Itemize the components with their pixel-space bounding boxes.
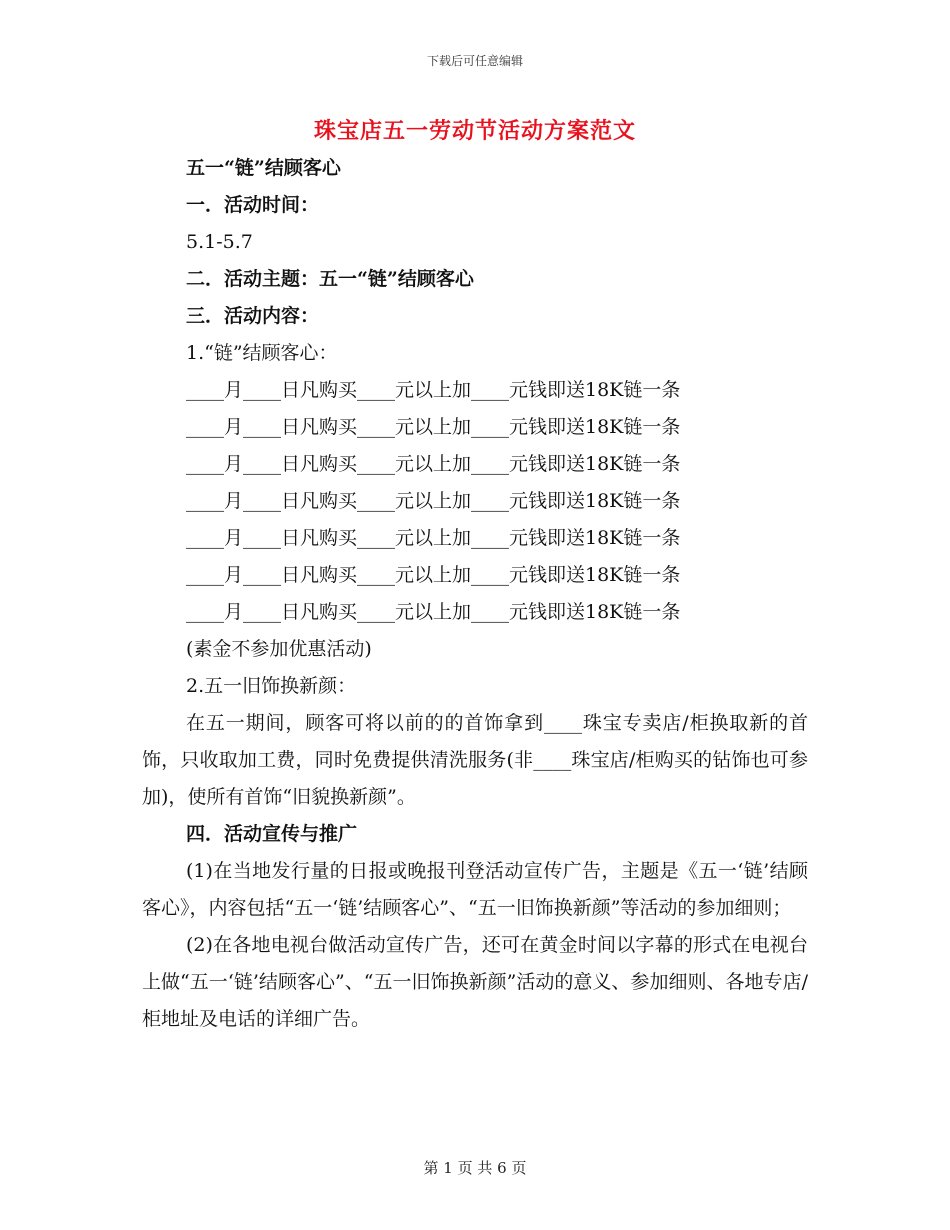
subtitle: 五一“链”结顾客心	[186, 157, 341, 179]
document-body	[142, 150, 808, 1038]
document-title: 珠宝店五一劳动节活动方案范文	[313, 118, 636, 144]
item-heading-chain: 1.“链”结顾客心：	[186, 342, 338, 364]
section-heading-theme: 二．活动主题：五一“链”结顾客心	[186, 268, 474, 290]
section-heading-promotion: 四．活动宣传与推广	[186, 823, 358, 845]
renew-paragraph: 在五一期间，顾客可将以前的的首饰拿到____珠宝专卖店/柜换取新的首饰，只收取加工费，同时免费提供清洗服务(非____珠宝店/柜购买的钻饰也可参加)，使所有首饰“旧貌换新颜”。	[142, 712, 808, 808]
promotion-paragraph-tv: (2)在各地电视台做活动宣传广告，还可在黄金时间以字幕的形式在电视台上做“五一‘链’结顾客心”、“五一旧饰换新颜”活动的意义、参加细则、各地专店/柜地址及电话的详细广告。	[142, 934, 808, 1030]
promo-line: ____月____日凡购买____元以上加____元钱即送18K链一条	[186, 490, 681, 512]
activity-date: 5.1-5.7	[186, 231, 253, 253]
section-heading-content: 三．活动内容：	[186, 305, 320, 327]
section-heading-time: 一．活动时间：	[186, 194, 320, 216]
promo-line: ____月____日凡购买____元以上加____元钱即送18K链一条	[186, 527, 681, 549]
promo-line: ____月____日凡购买____元以上加____元钱即送18K链一条	[186, 564, 681, 586]
promotion-paragraph-newspaper: (1)在当地发行量的日报或晚报刊登活动宣传广告，主题是《五一‘链’结顾客心》，内容包括“五一‘链’结顾客心”、“五一旧饰换新颜”等活动的参加细则；	[142, 860, 808, 919]
promo-line: ____月____日凡购买____元以上加____元钱即送18K链一条	[186, 601, 681, 623]
promo-note: (素金不参加优惠活动)	[186, 638, 372, 660]
page-footer: 第 1 页 共 6 页	[423, 1159, 527, 1177]
item-heading-renew: 2.五一旧饰换新颜：	[186, 675, 357, 697]
promo-line: ____月____日凡购买____元以上加____元钱即送18K链一条	[186, 379, 681, 401]
header-note: 下载后可任意编辑	[426, 54, 523, 68]
promo-line: ____月____日凡购买____元以上加____元钱即送18K链一条	[186, 453, 681, 475]
promo-line: ____月____日凡购买____元以上加____元钱即送18K链一条	[186, 416, 681, 438]
